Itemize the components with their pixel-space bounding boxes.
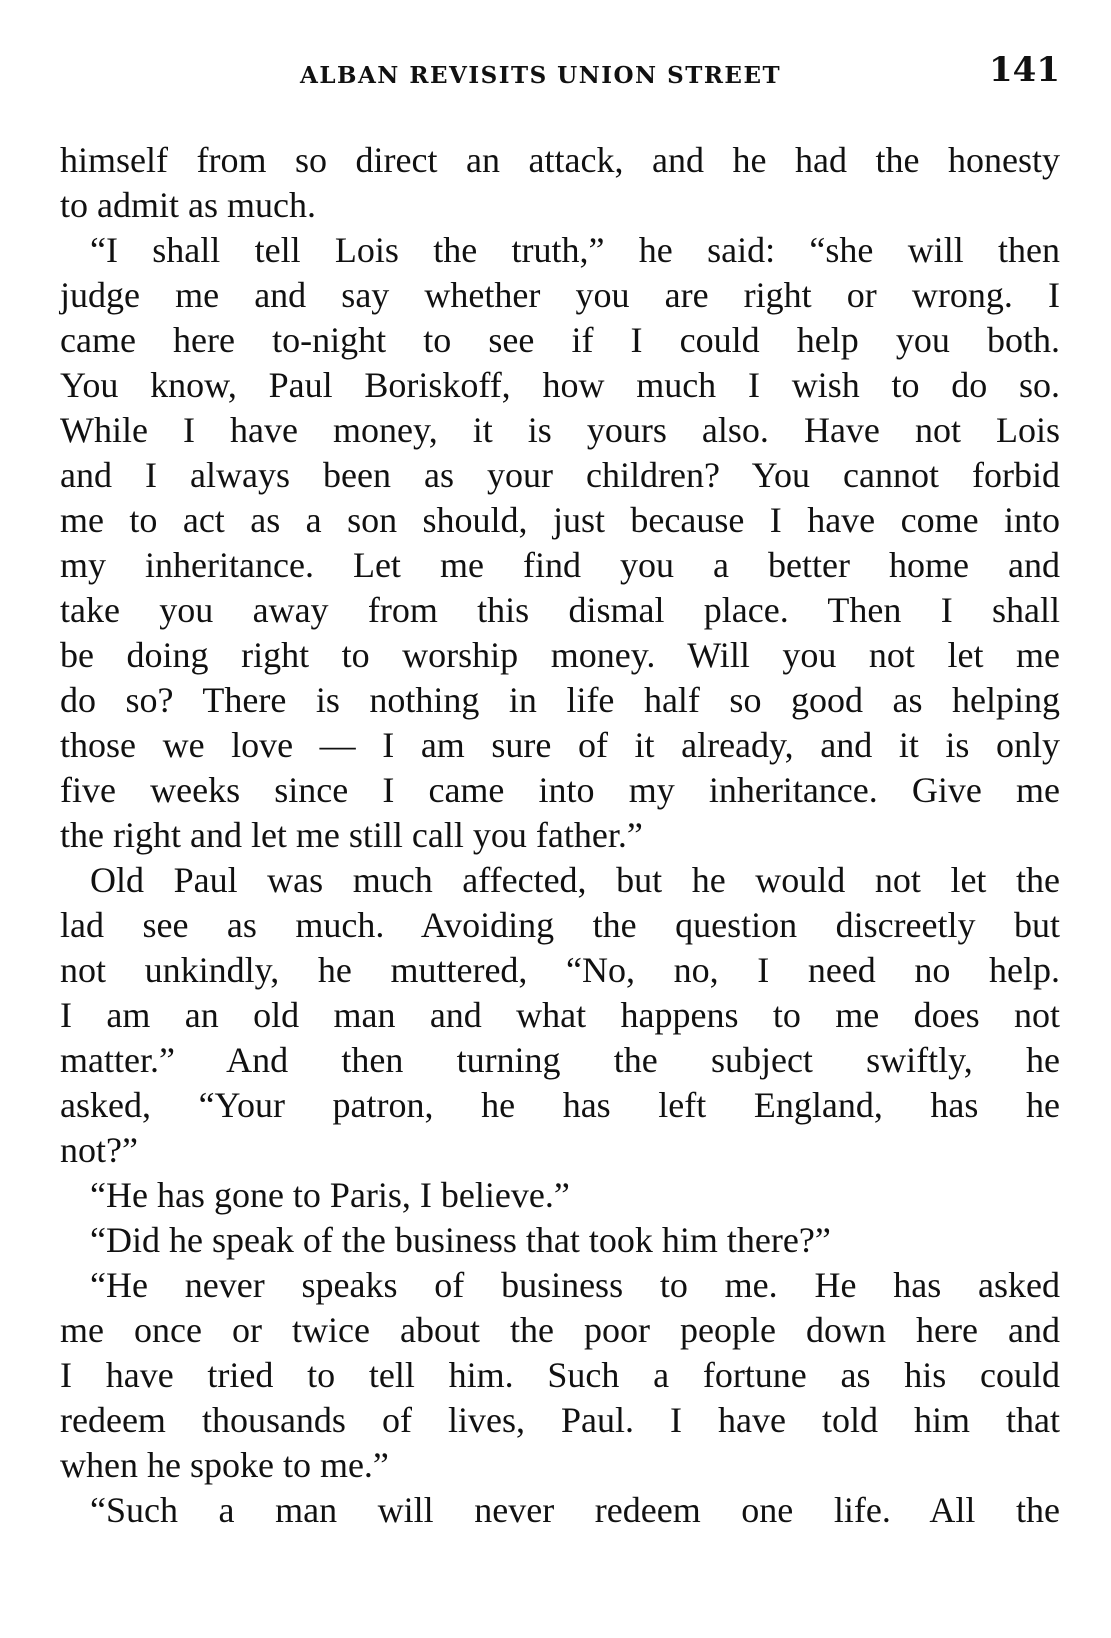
text-line: do so? There is nothing in life half so good as helping: [60, 680, 1060, 720]
text-line: when he spoke to me.”: [60, 1445, 389, 1485]
text-line: “He has gone to Paris, I believe.”: [90, 1175, 570, 1215]
text-line: Old Paul was much affected, but he would not let the: [90, 860, 1060, 900]
text-line: I am an old man and what happens to me does not: [60, 995, 1060, 1035]
text-line: me to act as a son should, just because I have come into: [60, 500, 1060, 540]
text-line: matter.” And then turning the subject swiftly, he: [60, 1040, 1060, 1080]
text-line: “I shall tell Lois the truth,” he said: “she will then: [90, 230, 1060, 270]
text-line: “He never speaks of business to me. He has asked: [90, 1265, 1060, 1305]
running-head: ALBAN REVISITS UNION STREET: [300, 62, 782, 89]
page-header: [60, 50, 1060, 98]
text-line: redeem thousands of lives, Paul. I have told him that: [60, 1400, 1060, 1440]
text-line: “Did he speak of the business that took him there?”: [90, 1220, 831, 1260]
text-line: not?”: [60, 1130, 138, 1170]
text-line: my inheritance. Let me find you a better home and: [60, 545, 1060, 585]
text-line: judge me and say whether you are right or wrong. I: [60, 275, 1060, 315]
text-line: You know, Paul Boriskoff, how much I wish to do so.: [60, 365, 1060, 405]
text-line: asked, “Your patron, he has left England, has he: [60, 1085, 1060, 1125]
body-text: [60, 138, 1060, 1533]
text-line: While I have money, it is yours also. Have not Lois: [60, 410, 1060, 450]
text-line: came here to-night to see if I could help you both.: [60, 320, 1060, 360]
text-line: lad see as much. Avoiding the question discreetly but: [60, 905, 1060, 945]
text-line: those we love — I am sure of it already, and it is only: [60, 725, 1060, 765]
text-line: me once or twice about the poor people down here and: [60, 1310, 1060, 1350]
text-line: the right and let me still call you father.”: [60, 815, 643, 855]
text-line: five weeks since I came into my inheritance. Give me: [60, 770, 1060, 810]
text-line: to admit as much.: [60, 185, 316, 225]
text-line: “Such a man will never redeem one life. All the: [90, 1490, 1060, 1530]
page-number: 141: [989, 50, 1060, 90]
text-line: I have tried to tell him. Such a fortune as his could: [60, 1355, 1060, 1395]
text-line: not unkindly, he muttered, “No, no, I need no help.: [60, 950, 1060, 990]
text-line: himself from so direct an attack, and he had the honesty: [60, 140, 1060, 180]
text-line: take you away from this dismal place. Then I shall: [60, 590, 1060, 630]
text-line: and I always been as your children? You cannot forbid: [60, 455, 1060, 495]
text-line: be doing right to worship money. Will you not let me: [60, 635, 1060, 675]
